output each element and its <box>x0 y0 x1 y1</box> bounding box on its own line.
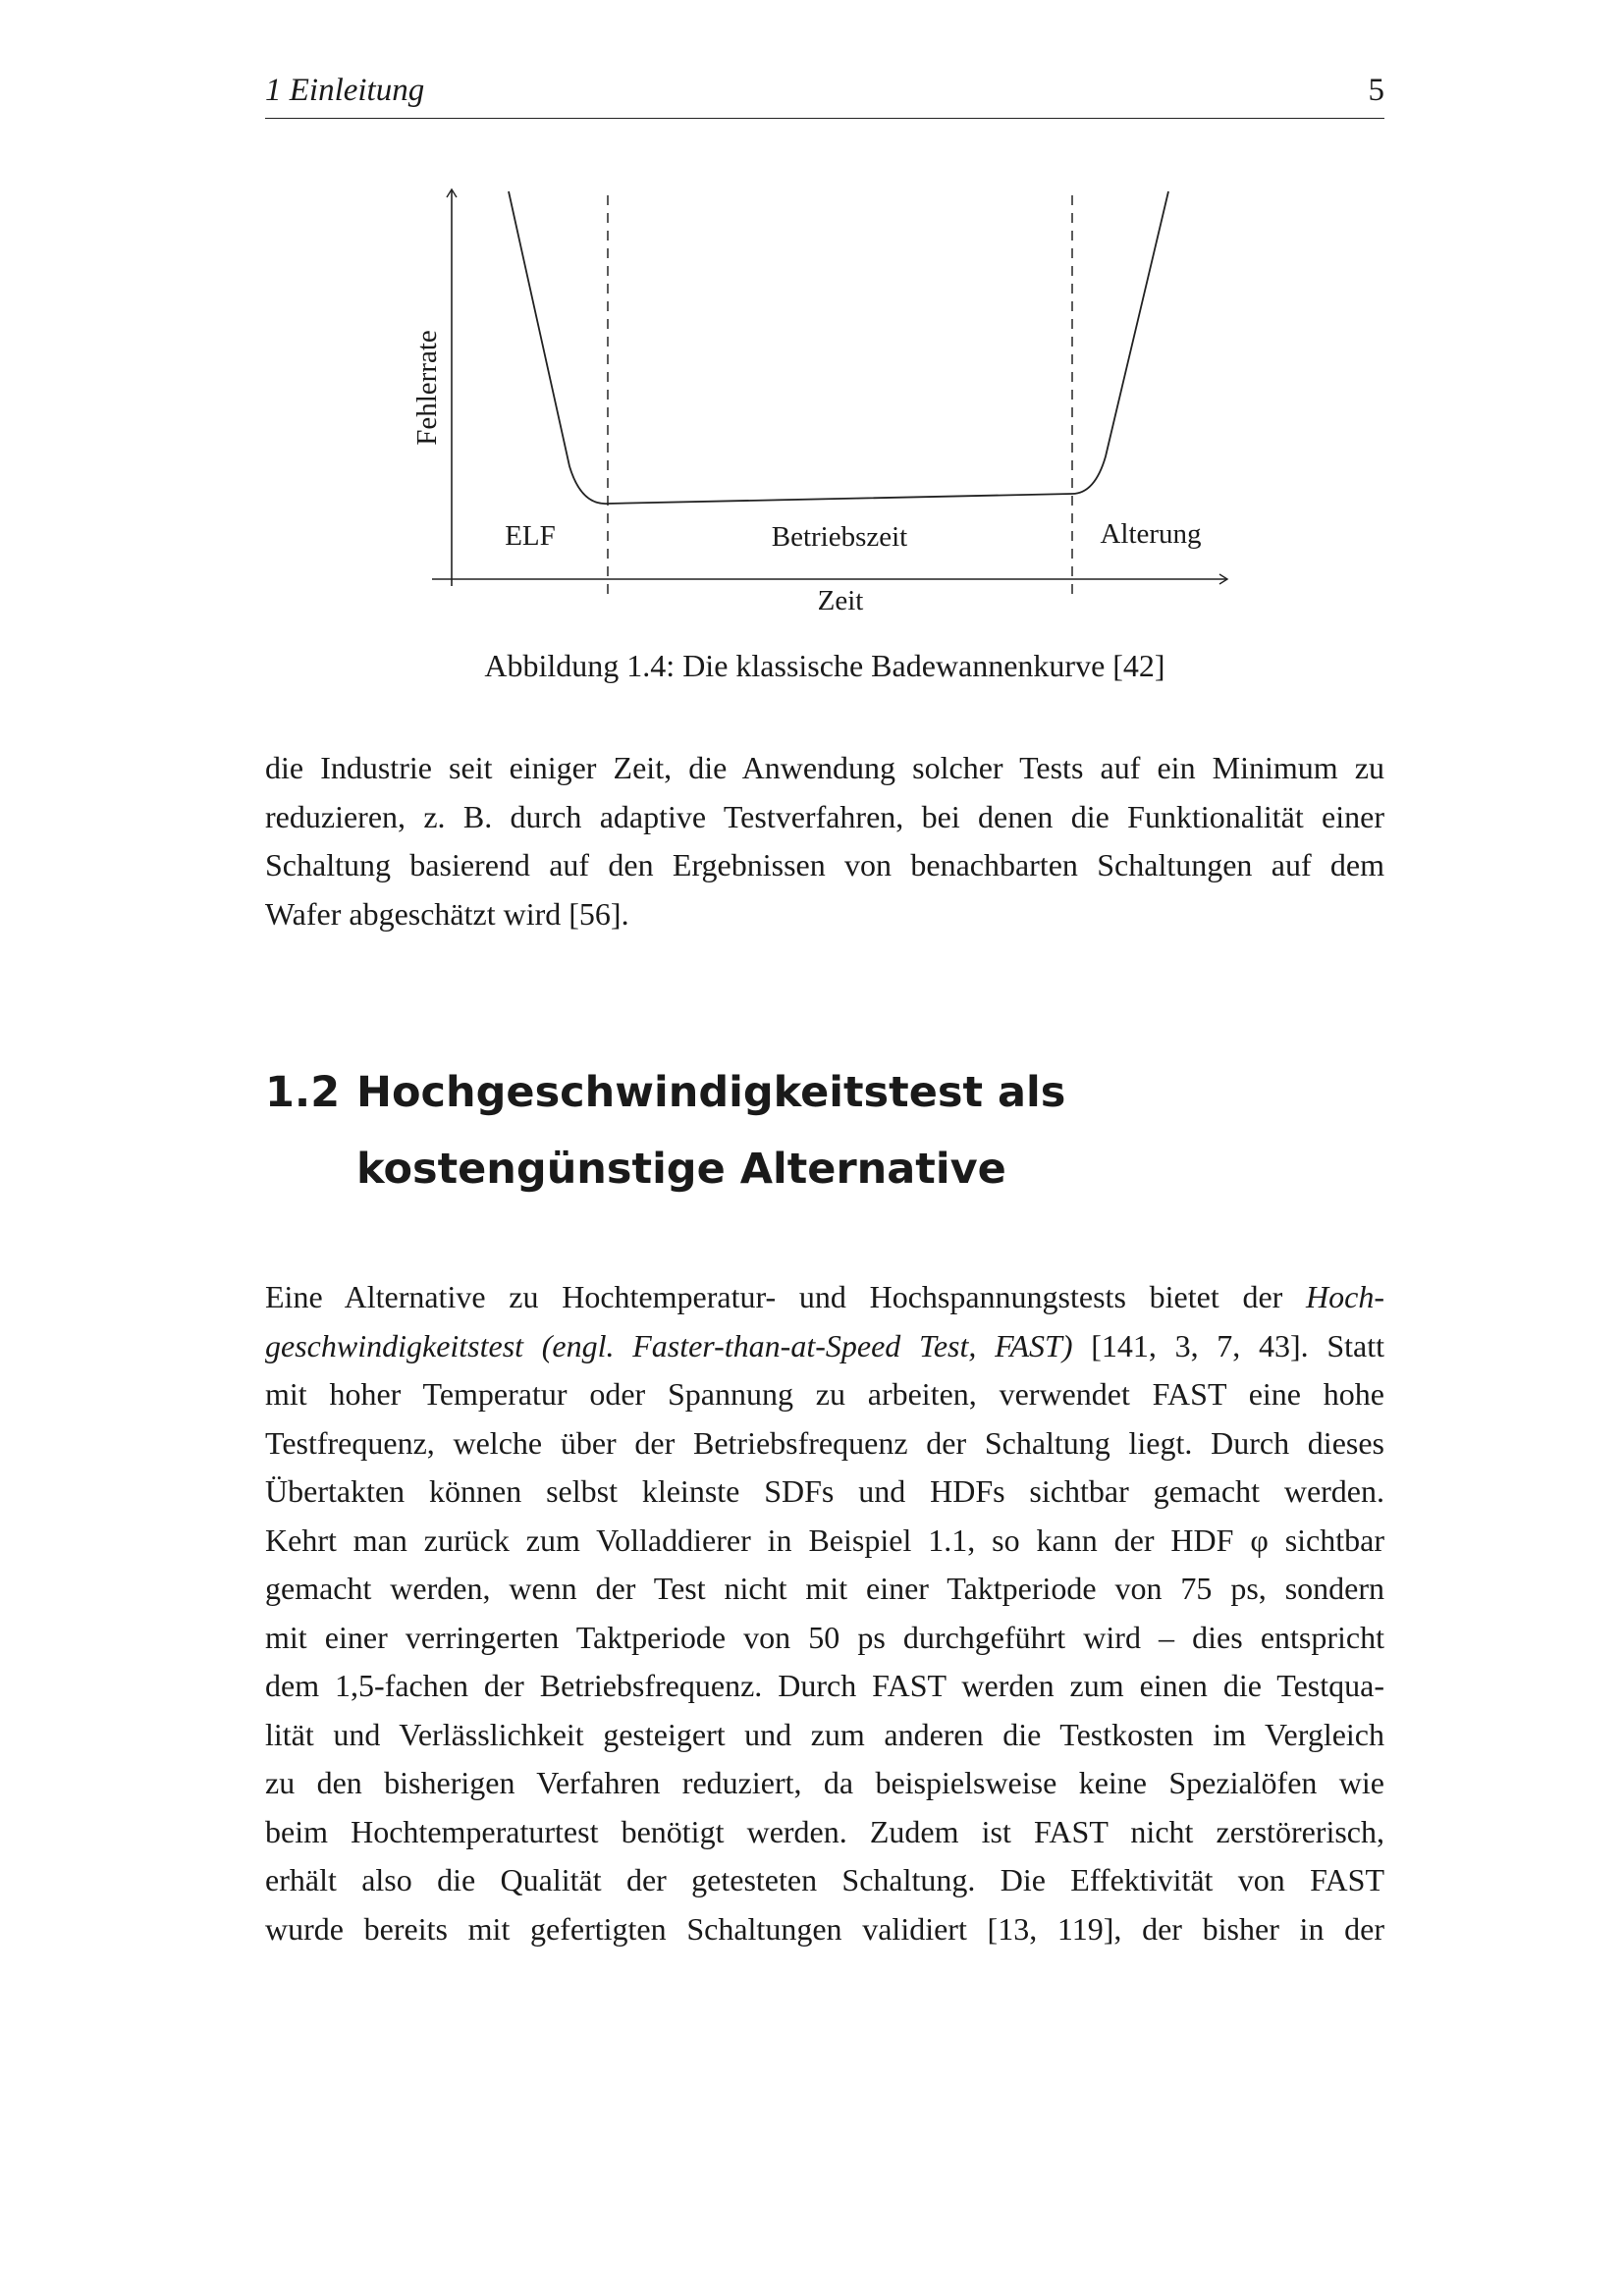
text-line: erhält also die Qualität der getesteten Schaltung. Die Effektivität von FAST <box>265 1862 1384 1897</box>
text-line: dem 1,5-fachen der Betriebsfrequenz. Durch FAST werden zum einen die Testqua- <box>265 1668 1384 1703</box>
section-number: 1.2 <box>265 1068 341 1117</box>
text-line: lität und Verlässlichkeit gesteigert und zum anderen die Testkosten im Vergleich <box>265 1716 1384 1752</box>
text-line: die Industrie seit einiger Zeit, die Anwendung solcher Tests auf ein Minimum zu <box>265 750 1384 785</box>
emphasis-term: geschwindigkeitstest (engl. Faster-than-at-Speed Test, FAST) <box>265 1327 1073 1363</box>
text-line: Schaltung basierend auf den Ergebnissen von benachbarten Schaltungen auf dem <box>265 847 1384 882</box>
page-number: 5 <box>1368 73 1384 108</box>
text-line: Wafer abgeschätzt wird [56]. <box>265 895 629 932</box>
text-line: beim Hochtemperaturtest benötigt werden. Zudem ist FAST nicht zerstörerisch, <box>265 1813 1384 1849</box>
emphasis-term: Hoch- <box>1306 1279 1384 1314</box>
text-line: mit einer verringerten Taktperiode von 50 ps durchgeführt wird – dies entspricht <box>265 1619 1384 1655</box>
region-label-elf: ELF <box>505 520 556 552</box>
y-axis-label: Fehlerrate <box>411 330 443 446</box>
text-line: zu den bisherigen Verfahren reduziert, da beispielsweise keine Spezialöfen wie <box>265 1765 1384 1800</box>
text-line: Übertakten können selbst kleinste SDFs und HDFs sichtbar gemacht werden. <box>265 1473 1384 1509</box>
figure-caption: Abbildung 1.4: Die klassische Badewannenkurve [42] <box>484 648 1165 683</box>
region-label-betriebszeit: Betriebszeit <box>771 521 908 553</box>
text-span: [141, 3, 7, 43]. Statt <box>1072 1327 1385 1363</box>
bathtub-curve-figure <box>412 182 1257 633</box>
paragraph-continuation <box>265 744 1384 938</box>
text-line: Kehrt man zurück zum Volladdierer in Beispiel 1.1, so kann der HDF φ sichtbar <box>265 1522 1384 1558</box>
region-label-alterung: Alterung <box>1100 518 1202 550</box>
chapter-title: 1 Einleitung <box>265 73 425 108</box>
x-axis-label: Zeit <box>817 585 864 616</box>
text-line <box>265 1322 1384 1371</box>
paragraph-fast <box>265 1273 1384 1953</box>
text-line: gemacht werden, wenn der Test nicht mit einer Taktperiode von 75 ps, sondern <box>265 1571 1384 1606</box>
bathtub-curve-diagram <box>412 182 1257 633</box>
text-line: wurde bereits mit gefertigten Schaltungen validiert [13, 119], der bisher in der <box>265 1910 1384 1947</box>
text-line: Testfrequenz, welche über der Betriebsfrequenz der Schaltung liegt. Durch dieses <box>265 1424 1384 1461</box>
text-line: reduzieren, z. B. durch adaptive Testverfahren, bei denen die Funktionalität einer <box>265 798 1384 834</box>
running-header <box>265 71 1384 119</box>
text-line <box>265 1273 1384 1322</box>
text-span: Eine Alternative zu Hochtemperatur- und Hochspannungstests bietet der <box>265 1279 1307 1314</box>
section-title: Hochgeschwindigkeitstest als kostengünstige Alternative <box>356 1068 1066 1194</box>
text-line: mit hoher Temperatur oder Spannung zu arbeiten, verwendet FAST eine hohe <box>265 1376 1384 1412</box>
